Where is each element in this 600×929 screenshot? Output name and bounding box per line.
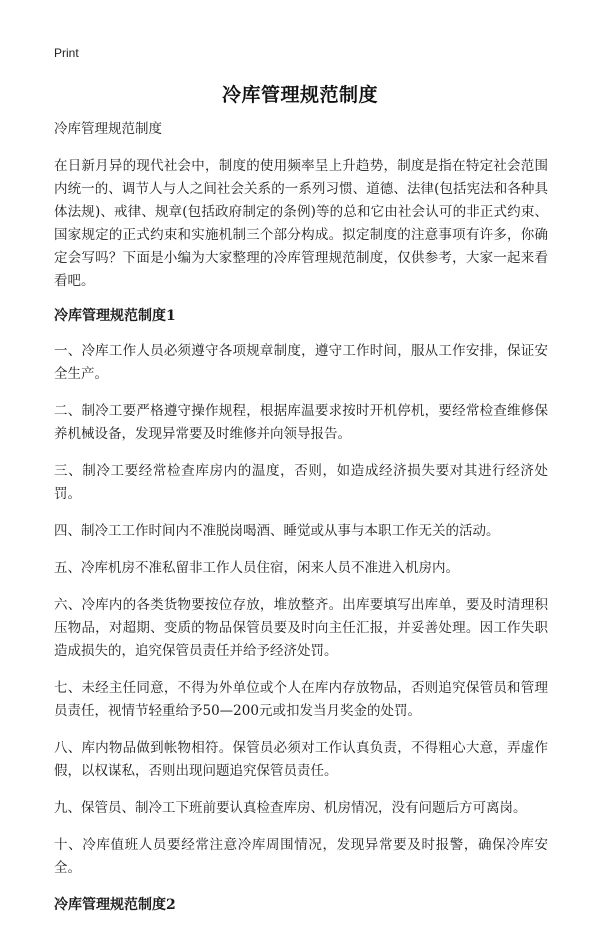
rule-item: 九、保管员、制冷工下班前要认真检查库房、机房情况，没有问题后方可离岗。 <box>54 800 527 816</box>
rule-item: 四、制冷工工作时间内不准脱岗喝酒、睡觉或从事与本职工作无关的活动。 <box>54 523 500 539</box>
section-heading-1: 冷库管理规范制度1 <box>54 308 176 324</box>
document-subtitle: 冷库管理规范制度 <box>54 121 162 137</box>
section-heading-2: 冷库管理规范制度2 <box>54 897 176 913</box>
rule-item: 八、库内物品做到帐物相符。保管员必须对工作认真负责，不得粗心大意，弄虚作假，以权谋私，否则出现问题追究保管员责任。 <box>54 740 548 779</box>
rule-item: 六、冷库内的各类货物要按位存放，堆放整齐。出库要填写出库单，要及时清理积压物品，对超期、变质的物品保管员要及时向主任汇报，并妥善处理。因工作失职造成损失的，追究保管员责任并给予经济处罚。 <box>54 597 548 659</box>
rule-item: 七、未经主任同意，不得为外单位或个人在库内存放物品，否则追究保管员和管理员责任，视情节轻重给予50—200元或扣发当月奖金的处罚。 <box>54 680 548 719</box>
print-link[interactable]: Print <box>54 46 79 60</box>
page-title: 冷库管理规范制度 <box>221 84 378 106</box>
document-body <box>54 118 548 929</box>
intro-paragraph: 在日新月异的现代社会中，制度的使用频率呈上升趋势，制度是指在特定社会范围内统一的、调节人与人之间社会关系的一系列习惯、道德、法律(包括宪法和各种具体法规)、戒律、规章(包括政府制定的条例)等的总和它由社会认可的非正式约束、国家规定的正式约束和实施机制三个部分构成。拟定制度的注意事项有许多，你确定会写吗？下面是小编为大家整理的冷库管理规范制度，仅供参考，大家一起来看看吧。 <box>54 158 548 289</box>
rule-item: 二、制冷工要严格遵守操作规程，根据库温要求按时开机停机，要经常检查维修保养机械设备，发现异常要及时维修并向领导报告。 <box>54 403 548 442</box>
rule-item: 五、冷库机房不准私留非工作人员住宿，闲来人员不准进入机房内。 <box>54 560 459 576</box>
rule-item: 一、冷库工作人员必须遵守各项规章制度，遵守工作时间，服从工作安排，保证安全生产。 <box>54 343 548 382</box>
rule-item: 三、制冷工要经常检查库房内的温度，否则，如造成经济损失要对其进行经济处罚。 <box>54 463 548 502</box>
rule-item: 十、冷库值班人员要经常注意冷库周围情况，发现异常要及时报警，确保冷库安全。 <box>54 837 548 876</box>
